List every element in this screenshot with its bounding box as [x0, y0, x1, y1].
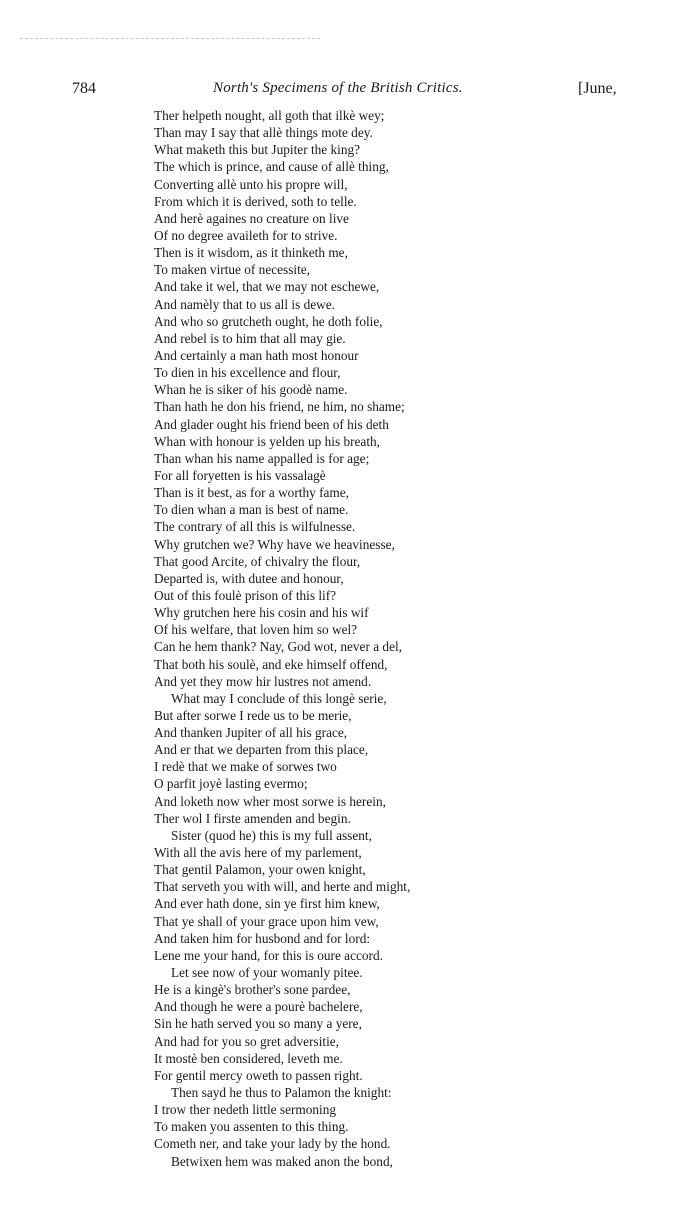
verse-line: Converting allè unto his propre will,	[154, 176, 348, 192]
verse-line: For all foryetten is his vassalagè	[154, 467, 326, 483]
page-number: 784	[72, 80, 96, 97]
verse-line: With all the avis here of my parlement,	[154, 845, 362, 861]
verse-line: And taken him for husbond and for lord:	[154, 930, 371, 946]
verse-line: Cometh ner, and take your lady by the hond.	[154, 1136, 391, 1152]
verse-line: To dien whan a man is best of name.	[154, 502, 349, 518]
verse-line: But after sorwe I rede us to be merie,	[154, 707, 352, 723]
running-title: North's Specimens of the British Critics.	[213, 80, 463, 96]
verse-line: And take it wel, that we may not eschewe,	[154, 279, 380, 295]
verse-line: I trow ther nedeth little sermoning	[154, 1102, 337, 1118]
verse-line: And herè againes no creature on live	[154, 210, 349, 226]
verse-line: The which is prince, and cause of allè thing,	[154, 159, 389, 175]
verse-line: And er that we departen from this place,	[154, 742, 369, 758]
verse-line: Out of this foulè prison of this lif?	[154, 587, 337, 603]
verse-line: To maken virtue of necessite,	[154, 262, 310, 278]
running-month: [June,	[578, 80, 617, 97]
verse-line: And had for you so gret adversitie,	[154, 1033, 340, 1049]
verse-line: Sister (quod he) this is my full assent,	[171, 827, 372, 843]
verse-line: Why grutchen here his cosin and his wif	[154, 605, 369, 621]
page-header	[0, 80, 676, 104]
verse-line: That gentil Palamon, your owen knight,	[154, 862, 366, 878]
verse-line: I redè that we make of sorwes two	[154, 759, 337, 775]
verse-line: And certainly a man hath most honour	[154, 347, 359, 363]
verse-line: To dien in his excellence and flour,	[154, 365, 341, 381]
verse-line: What may I conclude of this longè serie,	[171, 690, 387, 706]
verse-line: The contrary of all this is wilfulnesse.	[154, 519, 356, 535]
verse-line: And rebel is to him that all may gie.	[154, 330, 346, 346]
verse-line: And namèly that to us all is dewe.	[154, 296, 335, 312]
verse-line: Of his welfare, that loven him so wel?	[154, 622, 358, 638]
verse-line: That serveth you with will, and herte and might,	[154, 879, 411, 895]
verse-line: O parfit joyè lasting evermo;	[154, 776, 308, 792]
verse-line: Than is it best, as for a worthy fame,	[154, 485, 349, 501]
verse-line: And who so grutcheth ought, he doth folie,	[154, 313, 383, 329]
verse-line: Than may I say that allè things mote dey.	[154, 125, 373, 141]
verse-line: To maken you assenten to this thing.	[154, 1119, 349, 1135]
verse-line: Why grutchen we? Why have we heavinesse,	[154, 536, 395, 552]
verse-line: That good Arcite, of chivalry the flour,	[154, 553, 361, 569]
verse-line: And yet they mow hir lustres not amend.	[154, 673, 372, 689]
verse-line: It mostè ben considered, leveth me.	[154, 1050, 343, 1066]
verse-line: And glader ought his friend been of his deth	[154, 416, 389, 432]
verse-line: Departed is, with dutee and honour,	[154, 570, 344, 586]
verse-line: Ther wol I firste amenden and begin.	[154, 810, 351, 826]
verse-line: Ther helpeth nought, all goth that ilkè wey;	[154, 108, 385, 123]
scan-artifact-rule	[20, 38, 320, 39]
poem-verse-block	[154, 107, 654, 1170]
verse-line: Whan with honour is yelden up his breath,	[154, 433, 381, 449]
verse-line: And thanken Jupiter of all his grace,	[154, 725, 348, 741]
verse-line: Of no degree availeth for to strive.	[154, 227, 338, 243]
verse-line: Whan he is siker of his goodè name.	[154, 382, 348, 398]
verse-line: For gentil mercy oweth to passen right.	[154, 1067, 363, 1083]
verse-line: Let see now of your womanly pitee.	[171, 965, 363, 981]
verse-line: Than whan his name appalled is for age;	[154, 450, 370, 466]
verse-line: Sin he hath served you so many a yere,	[154, 1016, 362, 1032]
verse-line: Lene me your hand, for this is oure accord.	[154, 947, 383, 963]
verse-line: And ever hath done, sin ye first him knew,	[154, 896, 380, 912]
verse-line: Than hath he don his friend, ne him, no shame;	[154, 399, 405, 415]
verse-line: And loketh now wher most sorwe is herein,	[154, 793, 386, 809]
verse-line: Then sayd he thus to Palamon the knight:	[171, 1085, 392, 1101]
verse-line: And though he were a pourè bachelere,	[154, 999, 363, 1015]
verse-line: Can he hem thank? Nay, God wot, never a del,	[154, 639, 403, 655]
verse-line: Then is it wisdom, as it thinketh me,	[154, 245, 348, 261]
verse-line: From which it is derived, soth to telle.	[154, 193, 357, 209]
verse-line: He is a kingè's brother's sone pardee,	[154, 982, 351, 998]
verse-line: What maketh this but Jupiter the king?	[154, 142, 361, 158]
verse-line: That ye shall of your grace upon him vew,	[154, 913, 379, 929]
verse-line: That both his soulè, and eke himself offend,	[154, 656, 388, 672]
verse-line: Betwixen hem was maked anon the bond,	[171, 1153, 393, 1169]
